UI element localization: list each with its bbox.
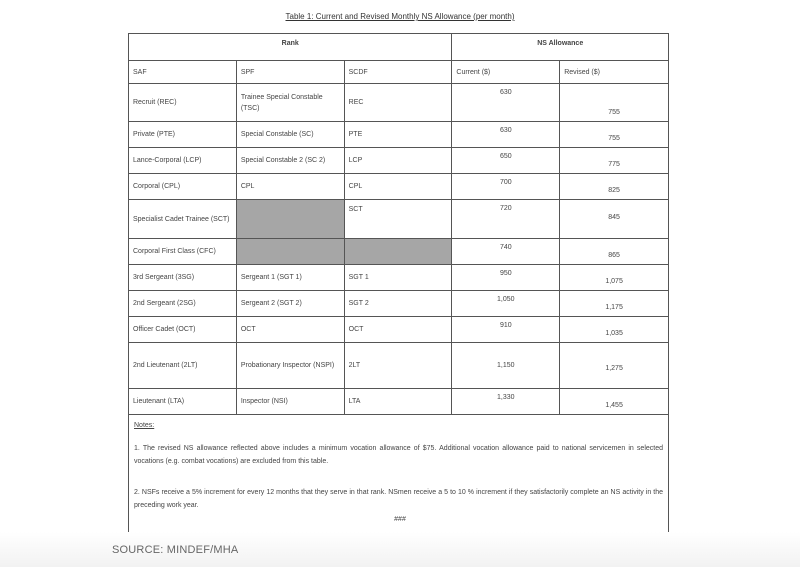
spf-cell: Sergeant 2 (SGT 2) <box>236 291 344 317</box>
saf-cell: 3rd Sergeant (3SG) <box>129 265 237 291</box>
revised-cell: 1,035 <box>560 317 669 343</box>
table-row <box>129 343 669 389</box>
spf-cell: Probationary Inspector (NSPI) <box>236 343 344 389</box>
table-row <box>129 291 669 317</box>
scdf-cell: SGT 1 <box>344 265 452 291</box>
saf-cell: Lieutenant (LTA) <box>129 389 237 415</box>
table-title: Table 1: Current and Revised Monthly NS Allowance (per month) <box>285 12 515 21</box>
table-row <box>129 265 669 291</box>
current-cell: 720 <box>452 200 560 239</box>
table-row <box>129 174 669 200</box>
current-cell: 740 <box>452 239 560 265</box>
source-caption: SOURCE: MINDEF/MHA <box>112 544 239 556</box>
end-mark: ### <box>394 516 406 523</box>
current-cell: 950 <box>452 265 560 291</box>
saf-cell: Corporal First Class (CFC) <box>129 239 237 265</box>
revised-cell: 1,175 <box>560 291 669 317</box>
current-cell: 1,330 <box>452 389 560 415</box>
saf-cell: Private (PTE) <box>129 122 237 148</box>
current-cell: 910 <box>452 317 560 343</box>
scdf-cell: REC <box>344 84 452 122</box>
table-row <box>129 122 669 148</box>
table-row <box>129 148 669 174</box>
ns-allowance-table <box>128 33 669 552</box>
allowance-header: NS Allowance <box>452 34 669 61</box>
spf-cell: Sergeant 1 (SGT 1) <box>236 265 344 291</box>
revised-cell: 1,075 <box>560 265 669 291</box>
saf-cell: Specialist Cadet Trainee (SCT) <box>129 200 237 239</box>
current-cell: 630 <box>452 84 560 122</box>
table-row <box>129 239 669 265</box>
spf-header: SPF <box>236 61 344 84</box>
saf-cell: Recruit (REC) <box>129 84 237 122</box>
spf-cell: Special Constable (SC) <box>236 122 344 148</box>
revised-cell: 755 <box>560 84 669 122</box>
revised-header: Revised ($) <box>560 61 669 84</box>
current-cell: 700 <box>452 174 560 200</box>
current-cell: 1,050 <box>452 291 560 317</box>
table-row <box>129 389 669 415</box>
revised-cell: 825 <box>560 174 669 200</box>
saf-cell: 2nd Sergeant (2SG) <box>129 291 237 317</box>
spf-cell: Special Constable 2 (SC 2) <box>236 148 344 174</box>
revised-cell: 845 <box>560 200 669 239</box>
scdf-cell: LTA <box>344 389 452 415</box>
saf-cell: 2nd Lieutenant (2LT) <box>129 343 237 389</box>
rank-header: Rank <box>129 34 452 61</box>
saf-cell: Lance-Corporal (LCP) <box>129 148 237 174</box>
revised-cell: 755 <box>560 122 669 148</box>
scdf-cell: 2LT <box>344 343 452 389</box>
notes-heading: Notes: <box>134 422 155 429</box>
table-row <box>129 84 669 122</box>
current-cell: 1,150 <box>452 343 560 389</box>
scdf-cell: CPL <box>344 174 452 200</box>
table-row <box>129 317 669 343</box>
revised-cell: 775 <box>560 148 669 174</box>
spf-cell-shaded <box>236 239 344 265</box>
revised-cell: 1,275 <box>560 343 669 389</box>
saf-header: SAF <box>129 61 237 84</box>
note-2: 2. NSFs receive a 5% increment for every 12 months that they serve in that rank. NSmen receive a 5 to 10 % increment if they satisfactorily complete an NS activity in the preceding work year. <box>134 489 663 509</box>
scdf-cell: PTE <box>344 122 452 148</box>
saf-cell: Officer Cadet (OCT) <box>129 317 237 343</box>
current-cell: 630 <box>452 122 560 148</box>
note-1: 1. The revised NS allowance reflected above includes a minimum vocation allowance of $75. Additional vocation allowance paid to national servicemen in selected vocations (e.g. combat vocations) are excluded from this table. <box>134 445 663 465</box>
table-row <box>129 200 669 239</box>
current-header: Current ($) <box>452 61 560 84</box>
spf-cell: Trainee Special Constable (TSC) <box>236 84 344 122</box>
scdf-cell-shaded <box>344 239 452 265</box>
spf-cell: Inspector (NSI) <box>236 389 344 415</box>
saf-cell: Corporal (CPL) <box>129 174 237 200</box>
scdf-cell: SCT <box>344 200 452 239</box>
scdf-cell: SGT 2 <box>344 291 452 317</box>
revised-cell: 865 <box>560 239 669 265</box>
spf-cell-shaded <box>236 200 344 239</box>
current-cell: 650 <box>452 148 560 174</box>
notes-section <box>129 415 669 552</box>
spf-cell: OCT <box>236 317 344 343</box>
scdf-cell: LCP <box>344 148 452 174</box>
spf-cell: CPL <box>236 174 344 200</box>
scdf-cell: OCT <box>344 317 452 343</box>
scdf-header: SCDF <box>344 61 452 84</box>
revised-cell: 1,455 <box>560 389 669 415</box>
